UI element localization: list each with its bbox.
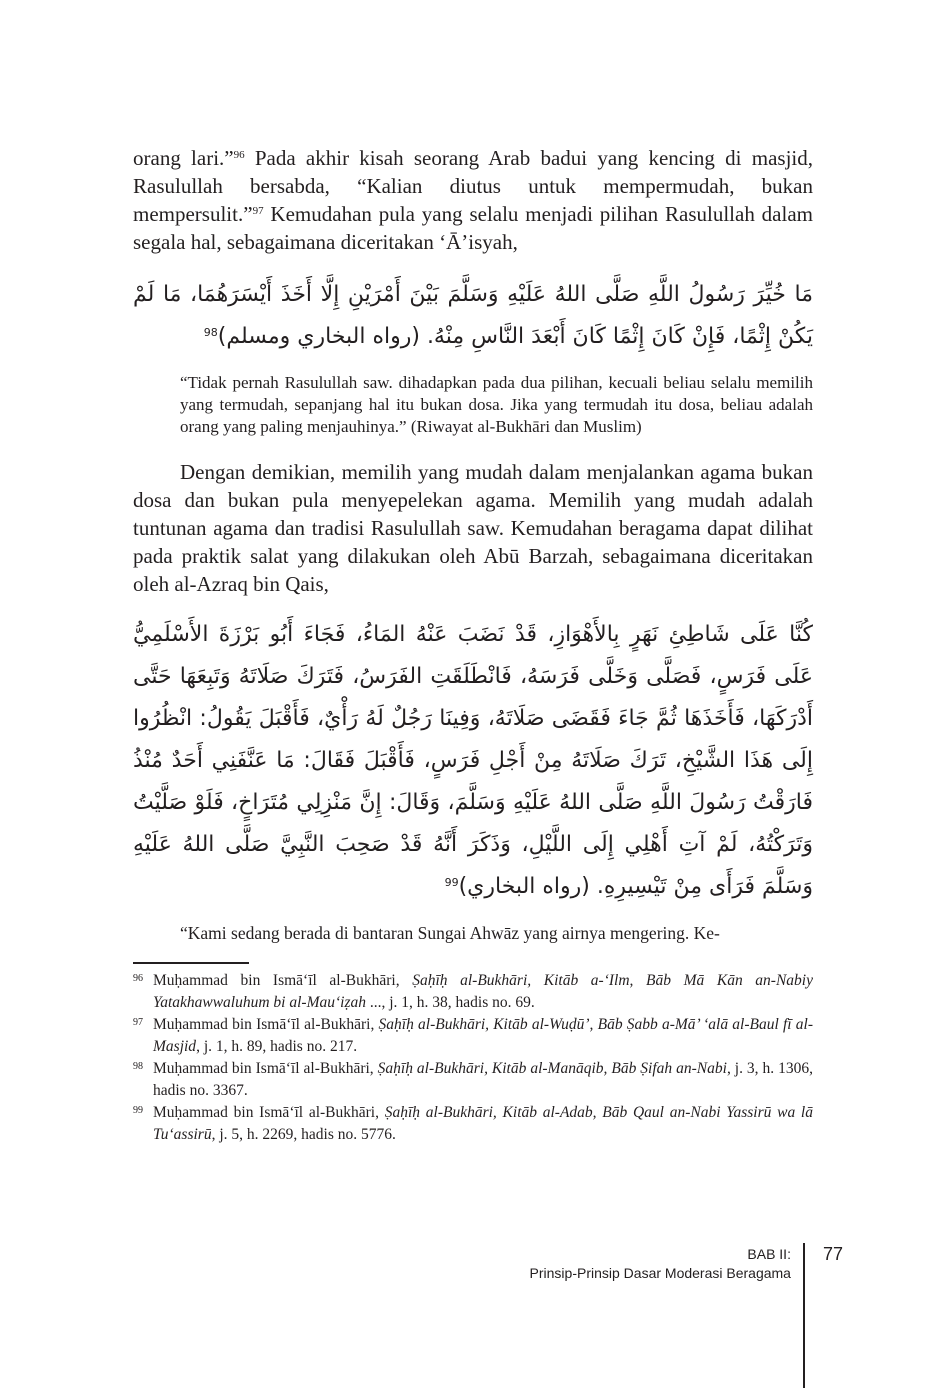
footnote-title: Ṣaḥīḥ al-Bukhāri, Kitāb a-‘Ilm, Bāb Mā Kān an-Nabiy Yatakhawwaluhum bi al-Mau‘iẓah [153, 972, 813, 1011]
page-number: 77 [822, 1244, 843, 1264]
footnote-details: , j. 3, h. 1306, hadis no. 3367. [153, 1060, 813, 1099]
footnote-number: 96 [133, 973, 143, 984]
arabic-hadith-2 [133, 614, 813, 908]
footnote-number: 98 [133, 1061, 143, 1072]
footnotes [133, 970, 813, 1146]
footnote-number: 97 [133, 1017, 143, 1028]
footnote-99 [133, 1102, 813, 1146]
footnote-96 [133, 970, 813, 1014]
footnote-details: , j. 5, h. 2269, hadis no. 5776. [211, 1126, 396, 1143]
footnote-details: , j. 1, h. 89, hadis no. 217. [196, 1038, 358, 1055]
footnote-title: Ṣaḥīḥ al-Bukhāri, Kitāb al-Manāqib, Bāb Ṣifah an-Nabi [377, 1060, 727, 1077]
running-footer [133, 1203, 843, 1388]
translation-1: “Tidak pernah Rasulullah saw. dihadapkan pada dua pilihan, kecuali beliau selalu memilih yang termudah, sepanjang hal itu bukan dosa. Jika yang termudah itu dosa, beliau adalah orang yang paling menjauhinya.” (Riwayat al-Bukhāri dan Muslim) [180, 373, 813, 436]
paragraph-1 [133, 144, 813, 256]
footer-text [530, 1243, 791, 1283]
text: Pada akhir kisah seorang Arab badui yang kencing di masjid, Rasulullah bersabda, “Kalian diutus untuk mempermudah, bukan mempersulit.” [133, 146, 813, 226]
arabic-text: مَا خُيِّرَ رَسُولُ اللَّهِ صَلَّى اللهُ عَلَيْهِ وَسَلَّمَ بَيْنَ أَمْرَيْنِ إِلَّا أَخَذَ أَيْسَرَهُمَا، مَا لَمْ يَكُنْ إِثْمًا، فَإِنْ كَانَ إِثْمًا كَانَ أَبْعَدَ النَّاسِ مِنْهُ. (رواه البخاري ومسلم) [133, 282, 813, 349]
footnote-ref-96[interactable]: 96 [233, 149, 245, 161]
footnote-divider [133, 962, 249, 964]
footnote-ref-99[interactable]: 99 [444, 876, 459, 889]
chapter-label: BAB II: [747, 1246, 791, 1262]
translation-2-start: “Kami sedang berada di bantaran Sungai Ahwāz yang airnya mengering. Ke- [180, 923, 720, 943]
chapter-title: Prinsip-Prinsip Dasar Moderasi Beragama [529, 1265, 791, 1281]
footnote-author: Muḥammad bin Ismā‘īl al-Bukhāri, [153, 972, 413, 989]
footnote-number: 99 [133, 1105, 143, 1116]
arabic-hadith-1 [133, 274, 813, 358]
text: orang lari.” [133, 146, 234, 170]
footnote-title: Ṣaḥīḥ al-Bukhāri, Kitāb al-Adab, Bāb Qaul an-Nabi Yassirū wa lā Tu‘assirū [153, 1104, 813, 1143]
footnote-98 [133, 1058, 813, 1102]
footnote-97 [133, 1014, 813, 1058]
footnote-details: ..., j. 1, h. 38, hadis no. 69. [366, 994, 535, 1011]
footnote-ref-98[interactable]: 98 [203, 326, 218, 339]
footnote-title: Ṣaḥīḥ al-Bukhāri, Kitāb al-Wuḍū’, Bāb Ṣabb a-Mā’ ‘alā al-Baul fī al-Masjid [153, 1016, 813, 1055]
footnote-author: Muḥammad bin Ismā‘īl al-Bukhāri, [153, 1104, 385, 1121]
page [133, 0, 843, 1388]
paragraph-2: Dengan demikian, memilih yang mudah dalam menjalankan agama bukan dosa dan bukan pula menyepelekan agama. Memilih yang mudah adalah tuntunan agama dan tradisi Rasulullah saw. Kemudahan beragama dapat dilihat pada praktik salat yang dilakukan oleh Abū Barzah, sebagaimana diceritakan oleh al-Azraq bin Qais, [133, 460, 813, 596]
footnote-author: Muḥammad bin Ismā‘īl al-Bukhāri, [153, 1016, 379, 1033]
footnote-author: Muḥammad bin Ismā‘īl al-Bukhāri, [153, 1060, 378, 1077]
text: Kemudahan pula yang selalu menjadi pilihan Rasulullah dalam segala hal, sebagaimana diceritakan ‘Ā’isyah, [133, 202, 813, 254]
arabic-text: كُنَّا عَلَى شَاطِئِ نَهَرٍ بِالأَهْوَازِ، قَدْ نَضَبَ عَنْهُ المَاءُ، فَجَاءَ أَبُو بَرْزَةَ الأَسْلَمِيُّ عَلَى فَرَسٍ، فَصَلَّى وَخَلَّى فَرَسَهُ، فَانْطَلَقَتِ الفَرَسُ، فَتَرَكَ صَلَاتَهُ وَتَبِعَهَا حَتَّى أَدْرَكَهَا، فَأَخَذَهَا ثُمَّ جَاءَ فَقَضَى صَلَاتَهُ، وَفِينَا رَجُلٌ لَهُ رَأْيٌ، فَأَقْبَلَ يَقُولُ: انْظُرُوا إِلَى هَذَا الشَّيْخِ، تَرَكَ صَلَاتَهُ مِنْ أَجْلِ فَرَسٍ، فَأَقْبَلَ فَقَالَ: مَا عَنَّفَنِي أَحَدٌ مُنْذُ فَارَقْتُ رَسُولَ اللَّهِ صَلَّى اللهُ عَلَيْهِ وَسَلَّمَ، وَقَالَ: إِنَّ مَنْزِلِي مُتَرَاخٍ، فَلَوْ صَلَّيْتُ وَتَرَكْتُهُ، لَمْ آتِ أَهْلِي إِلَى اللَّيْلِ، وَذَكَرَ أَنَّهُ قَدْ صَحِبَ النَّبِيَّ صَلَّى اللهُ عَلَيْهِ وَسَلَّمَ فَرَأَى مِنْ تَيْسِيرِهِ. (رواه البخاري) [133, 622, 813, 899]
footer-divider [803, 1243, 805, 1388]
footnote-ref-97[interactable]: 97 [252, 205, 264, 217]
